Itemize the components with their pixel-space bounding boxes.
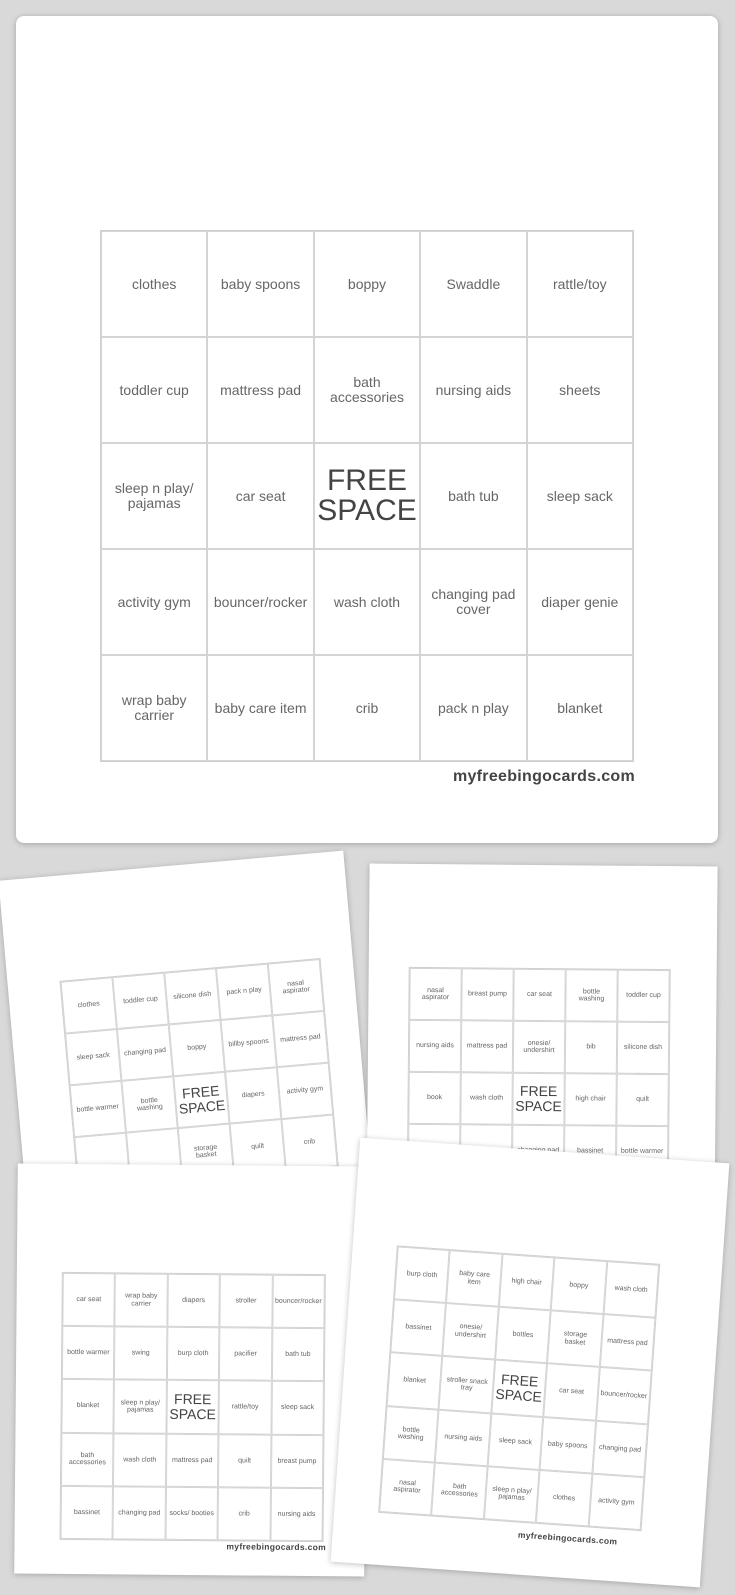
bingo-cell: sleep sack (527, 443, 633, 549)
bingo-cell: quilt (616, 1074, 668, 1126)
brand-label: myfreebingocards.com (452, 768, 635, 785)
brand-label: myfreebingocards.com (226, 1541, 327, 1553)
bingo-cell: diapers (225, 1067, 281, 1123)
bingo-cell: Swaddle (420, 231, 526, 337)
bingo-cell: nursing aids (420, 337, 526, 443)
bingo-cell: toddler cup (101, 337, 207, 443)
bingo-cell: quilt (230, 1119, 286, 1175)
bingo-cell: nursing aids (270, 1487, 323, 1541)
bingo-cell: sleep sack (487, 1413, 543, 1470)
bingo-cell: swing (114, 1327, 167, 1381)
bingo-cell: car seat (513, 969, 565, 1021)
bingo-cell: socks/ booties (165, 1487, 218, 1541)
bingo-cell: car seat (543, 1364, 599, 1421)
bingo-cell: high chair (564, 1073, 616, 1125)
bingo-cell: boppy (169, 1020, 225, 1076)
bingo-cell: pacifier (219, 1327, 272, 1381)
bingo-cell: stroller (220, 1274, 273, 1328)
bingo-cell: rattle/toy (219, 1381, 272, 1435)
bingo-cell: baby care item (446, 1250, 502, 1307)
bingo-cell: nursing aids (435, 1409, 491, 1466)
bingo-cell: nursing aids (409, 1020, 461, 1072)
bingo-cell: clothes (61, 977, 117, 1033)
bingo-cell: boppy (551, 1257, 607, 1314)
bingo-cell: high chair (499, 1254, 555, 1311)
bingo-cell: bottle washing (383, 1406, 439, 1463)
bingo-cell: activity gym (277, 1063, 333, 1119)
bingo-cell: mattress pad (599, 1314, 655, 1371)
bingo-cell: quilt (218, 1434, 271, 1488)
bingo-cell: bath accessories (314, 337, 420, 443)
bingo-cell: onesie/ undershirt (443, 1303, 499, 1360)
bingo-cell: billby spoons (221, 1015, 277, 1071)
bingo-cell: crib (314, 655, 420, 761)
bingo-cell: rattle/toy (527, 231, 633, 337)
bingo-cell: toddler cup (617, 970, 669, 1022)
preview-card-4[interactable] (331, 1138, 730, 1588)
bingo-cell: blanket (387, 1353, 443, 1410)
bingo-cell: bottles (495, 1307, 551, 1364)
bingo-cell: sleep n play/ pajamas (484, 1466, 540, 1523)
bingo-cell: clothes (536, 1470, 592, 1527)
bingo-cell: pack n play (420, 655, 526, 761)
bingo-cell: activity gym (588, 1473, 644, 1530)
bingo-cell: changing pad cover (420, 549, 526, 655)
bingo-cell: crib (281, 1115, 337, 1171)
bingo-cell: diapers (167, 1274, 220, 1328)
bingo-cell: sleep sack (65, 1029, 121, 1085)
bingo-cell: onesie/ undershirt (513, 1021, 565, 1073)
bingo-cell: burp cloth (394, 1246, 450, 1303)
bingo-cell: mattress pad (461, 1020, 513, 1072)
bingo-cell: car seat (62, 1273, 115, 1327)
bingo-cell: boppy (314, 231, 420, 337)
bingo-cell: clothes (101, 231, 207, 337)
bingo-grid (378, 1245, 660, 1531)
bingo-cell: bottle warmer (62, 1326, 115, 1380)
free-space-cell: FREE SPACE (173, 1072, 229, 1128)
bingo-cell: bouncer/rocker (596, 1367, 652, 1424)
free-space-cell: FREE SPACE (314, 443, 420, 549)
bingo-cell: changing pad (592, 1420, 648, 1477)
bingo-cell: bassinet (61, 1486, 114, 1540)
bingo-cell: crib (218, 1487, 271, 1541)
bingo-cell: bottle washing (121, 1076, 177, 1132)
bingo-cell: bouncer/rocker (207, 549, 313, 655)
bingo-cell: bib (565, 1021, 617, 1073)
free-space-cell: FREE SPACE (166, 1380, 219, 1434)
bingo-cell: diaper genie (527, 549, 633, 655)
free-space-cell: FREE SPACE (512, 1073, 564, 1125)
bingo-cell: burp cloth (167, 1327, 220, 1381)
bingo-cell: wash cloth (603, 1261, 659, 1318)
bingo-cell: sleep sack (271, 1381, 324, 1435)
bingo-cell: mattress pad (166, 1433, 219, 1487)
bingo-cell: pack n play (216, 964, 272, 1020)
bingo-cell: book (408, 1072, 460, 1124)
main-bingo-card (16, 16, 718, 843)
bingo-cell: changing pad (117, 1024, 173, 1080)
bingo-cell: bath accessories (61, 1432, 114, 1486)
bingo-cell: mattress pad (207, 337, 313, 443)
preview-card-3[interactable] (14, 1163, 368, 1576)
bingo-cell: wrap baby carrier (115, 1273, 168, 1327)
bingo-cell: breast pump (461, 968, 513, 1020)
bingo-cell: bath accessories (431, 1462, 487, 1519)
bingo-cell: wash cloth (113, 1433, 166, 1487)
bingo-cell: bassinet (564, 1125, 616, 1177)
bingo-cell: bottle warmer (616, 1126, 668, 1178)
brand-label: myfreebingocards.com (517, 1529, 618, 1547)
bingo-cell: baby spoons (540, 1417, 596, 1474)
bingo-cell: bassinet (390, 1300, 446, 1357)
bingo-cell: bouncer/rocker (272, 1275, 325, 1329)
bingo-cell: breast pump (271, 1434, 324, 1488)
bingo-cell: baby care item (207, 655, 313, 761)
bingo-cell: car seat (207, 443, 313, 549)
bingo-cell: activity gym (101, 549, 207, 655)
bingo-cell: changing pad (113, 1486, 166, 1540)
bingo-cell: bath tub (420, 443, 526, 549)
bingo-cell: storage basket (178, 1124, 234, 1180)
bingo-cell: sheets (527, 337, 633, 443)
bingo-cell: bath tub (272, 1328, 325, 1382)
bingo-cell: blanket (527, 655, 633, 761)
bingo-grid (60, 1272, 326, 1542)
bingo-cell: nasal aspirator (379, 1459, 435, 1516)
bingo-cell: silicone dish (617, 1022, 669, 1074)
bingo-cell: wrap baby carrier (101, 655, 207, 761)
bingo-cell: baby spoons (207, 231, 313, 337)
bingo-cell: toddler cup (112, 973, 168, 1029)
bingo-cell: mattress pad (272, 1011, 328, 1067)
bingo-cell: silicone dish (164, 968, 220, 1024)
bingo-cell: sleep n play/ pajamas (101, 443, 207, 549)
bingo-cell: nasal aspirator (268, 959, 324, 1015)
bingo-cell: wash cloth (460, 1072, 512, 1124)
bingo-cell: sleep n play/ pajamas (114, 1380, 167, 1434)
bingo-cell: bottle warmer (70, 1081, 126, 1137)
bingo-cell: storage basket (547, 1311, 603, 1368)
bingo-cell: nasal aspirator (409, 968, 461, 1020)
bingo-cell: wash cloth (314, 549, 420, 655)
bingo-cell: bottle washing (565, 969, 617, 1021)
bingo-grid (100, 230, 634, 762)
bingo-cell: blanket (61, 1379, 114, 1433)
bingo-cell: stroller snack tray (439, 1356, 495, 1413)
free-space-cell: FREE SPACE (491, 1360, 547, 1417)
